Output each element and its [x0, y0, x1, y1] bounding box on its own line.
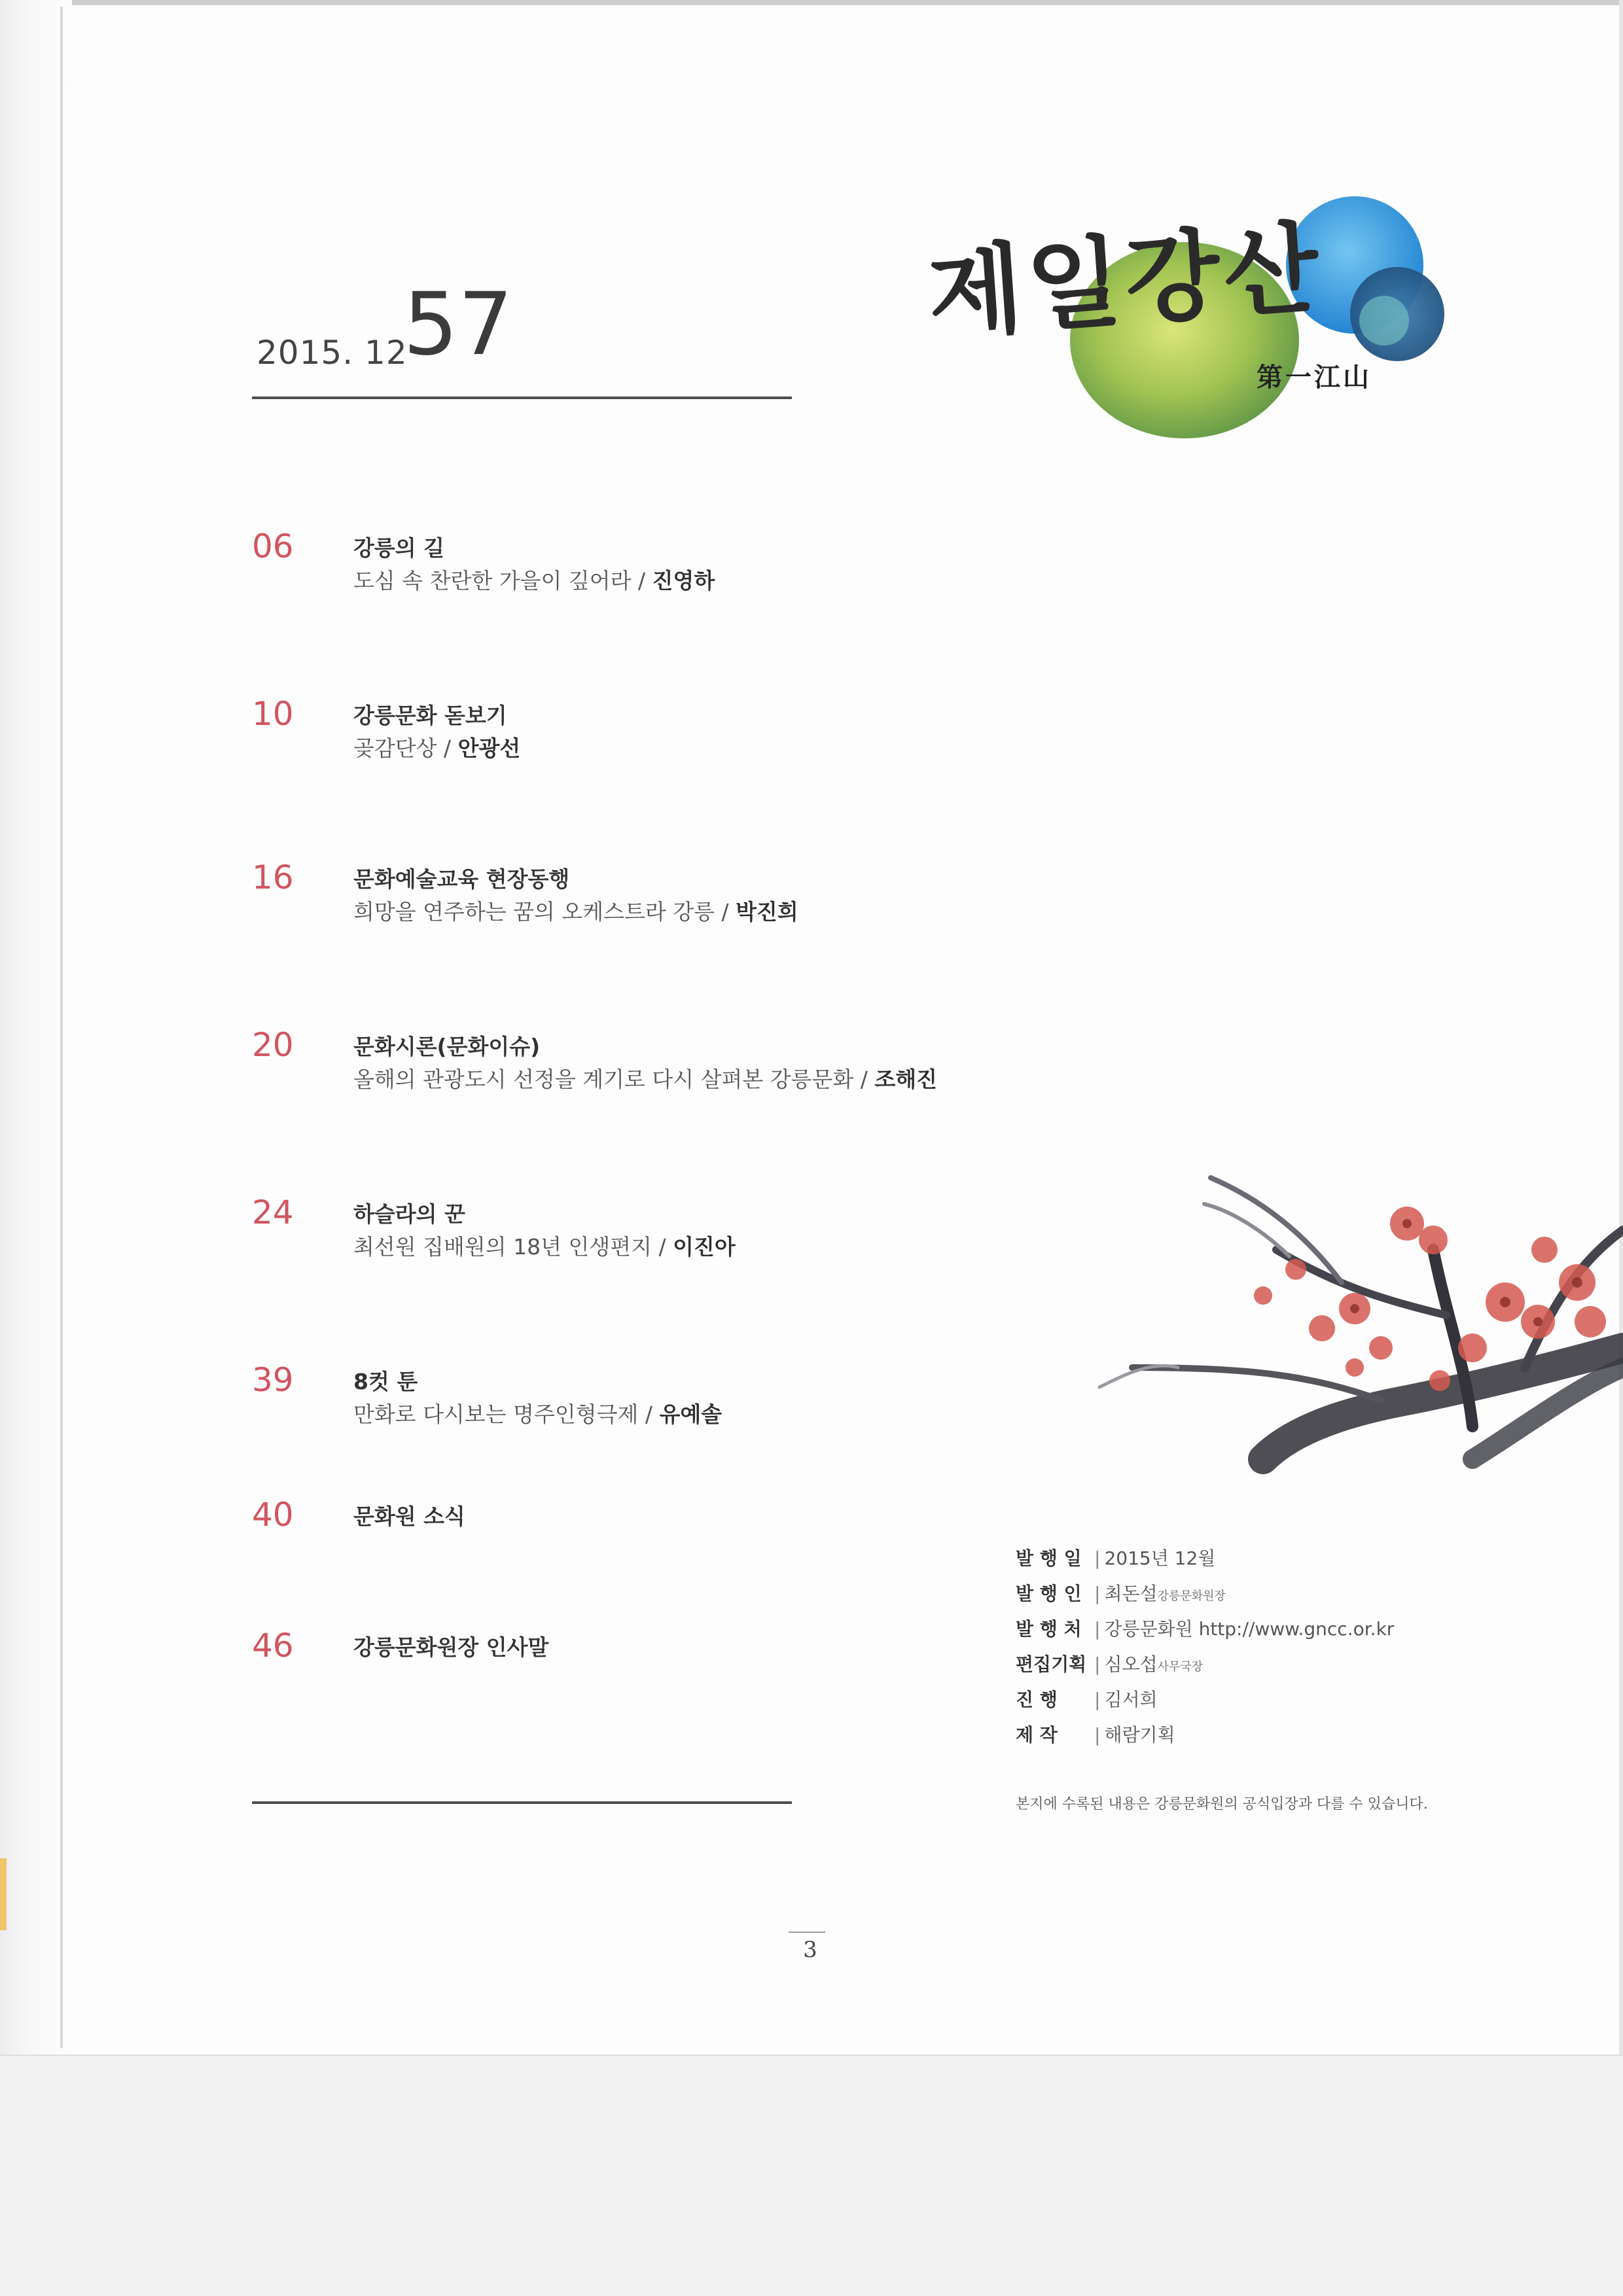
scan-bottom-edge — [0, 2055, 1623, 2296]
plum-blossom-illustration — [1014, 1152, 1623, 1492]
scan-right-edge — [1619, 0, 1623, 2295]
toc-subtitle-line — [353, 564, 715, 595]
toc-author: 진영하 — [652, 568, 715, 593]
scan-orange-mark — [0, 1858, 7, 1930]
masthead-value: 해람기획 — [1104, 1724, 1175, 1746]
page-number: 3 — [803, 1937, 817, 1963]
logo-hanja: 第一江山 — [1257, 362, 1372, 393]
toc-page-number: 20 — [252, 1026, 294, 1064]
toc-page-number: 24 — [252, 1193, 294, 1231]
toc-subtitle: 최선원 집배원의 18년 인생편지 — [353, 1234, 652, 1260]
masthead-disclaimer: 본지에 수록된 내용은 강릉문화원의 공식입장과 다를 수 있습니다. — [1016, 1796, 1428, 1812]
toc-separator: / — [652, 1234, 673, 1260]
toc-author: 안광선 — [457, 735, 521, 761]
masthead-value: 심오섭 — [1104, 1653, 1158, 1675]
masthead-value: 2015년 12월 — [1104, 1547, 1216, 1569]
toc-subtitle: 도심 속 찬란한 가을이 깊어라 — [353, 568, 632, 593]
masthead-separator: | — [1094, 1618, 1101, 1640]
masthead-label: 발 행 처 — [1016, 1618, 1082, 1640]
toc-title: 강릉문화원장 인사말 — [353, 1634, 549, 1660]
toc-separator: / — [638, 1402, 660, 1427]
top-rule — [252, 397, 792, 399]
masthead-separator: | — [1094, 1724, 1101, 1746]
toc-title: 강릉의 길 — [353, 535, 445, 561]
masthead-small-note: 강릉문화원장 — [1157, 1589, 1226, 1603]
toc-page-number: 39 — [252, 1361, 294, 1399]
toc-author: 유예솔 — [659, 1402, 722, 1427]
masthead-separator: | — [1094, 1583, 1101, 1604]
toc-author: 이진아 — [673, 1234, 736, 1260]
masthead-value: 김서희 — [1104, 1689, 1158, 1710]
masthead-value: 강릉문화원 http://www.gncc.or.kr — [1104, 1618, 1395, 1640]
page-number-rule — [789, 1932, 825, 1933]
masthead-label: 진 행 — [1016, 1689, 1058, 1710]
masthead-row — [1016, 1615, 1394, 1641]
toc-subtitle-line — [353, 1230, 736, 1261]
toc-author: 조해진 — [874, 1067, 938, 1092]
masthead-row — [1016, 1544, 1215, 1570]
masthead-row — [1016, 1580, 1226, 1606]
toc-title: 문화예술교육 현장동행 — [353, 866, 570, 892]
toc-subtitle-line — [353, 1063, 937, 1093]
toc-page-number: 16 — [252, 858, 294, 896]
masthead-row — [1016, 1686, 1158, 1712]
masthead-label: 제 작 — [1016, 1724, 1058, 1746]
issue-number: 57 — [403, 274, 513, 375]
logo-text: 제일강산 — [924, 209, 1327, 353]
scan-left-line — [60, 7, 63, 2048]
toc-page-number: 40 — [252, 1496, 294, 1534]
toc-page-number: 46 — [252, 1627, 294, 1665]
toc-subtitle: 만화로 다시보는 명주인형극제 — [353, 1402, 639, 1427]
toc-author: 박진희 — [736, 899, 798, 925]
toc-subtitle-line — [353, 732, 520, 762]
toc-page-number: 10 — [252, 695, 294, 733]
masthead-value: 최돈설 — [1104, 1583, 1158, 1604]
toc-subtitle: 올해의 관광도시 선정을 계기로 다시 살펴본 강릉문화 — [353, 1067, 854, 1092]
toc-title: 8컷 툰 — [353, 1369, 418, 1394]
issue-date: 2015. 12 — [257, 334, 408, 372]
toc-separator: / — [437, 735, 458, 761]
masthead-row — [1016, 1650, 1203, 1676]
toc-subtitle-line — [353, 1398, 722, 1428]
bottom-rule — [252, 1801, 792, 1804]
masthead-label: 편집기획 — [1016, 1653, 1087, 1675]
toc-page-number: 06 — [252, 527, 294, 565]
masthead-label: 발 행 일 — [1016, 1547, 1082, 1569]
toc-subtitle: 곶감단상 — [353, 735, 437, 761]
masthead-small-note: 사무국장 — [1157, 1660, 1204, 1674]
toc-separator: / — [853, 1067, 875, 1092]
masthead-label: 발 행 인 — [1016, 1583, 1082, 1604]
masthead-separator: | — [1094, 1653, 1101, 1675]
toc-subtitle: 희망을 연주하는 꿈의 오케스트라 강릉 — [353, 899, 715, 925]
scan-top-edge — [0, 0, 1623, 5]
toc-subtitle-line — [353, 895, 798, 926]
toc-separator: / — [631, 568, 652, 593]
toc-title: 문화원 소식 — [353, 1504, 465, 1529]
toc-separator: / — [715, 899, 736, 925]
masthead-row — [1016, 1721, 1175, 1747]
toc-title: 하슬라의 꾼 — [353, 1201, 465, 1227]
toc-title: 문화시론(문화이슈) — [353, 1034, 541, 1059]
masthead-separator: | — [1094, 1547, 1101, 1569]
toc-title: 강릉문화 돋보기 — [353, 703, 507, 728]
masthead-separator: | — [1094, 1689, 1101, 1710]
